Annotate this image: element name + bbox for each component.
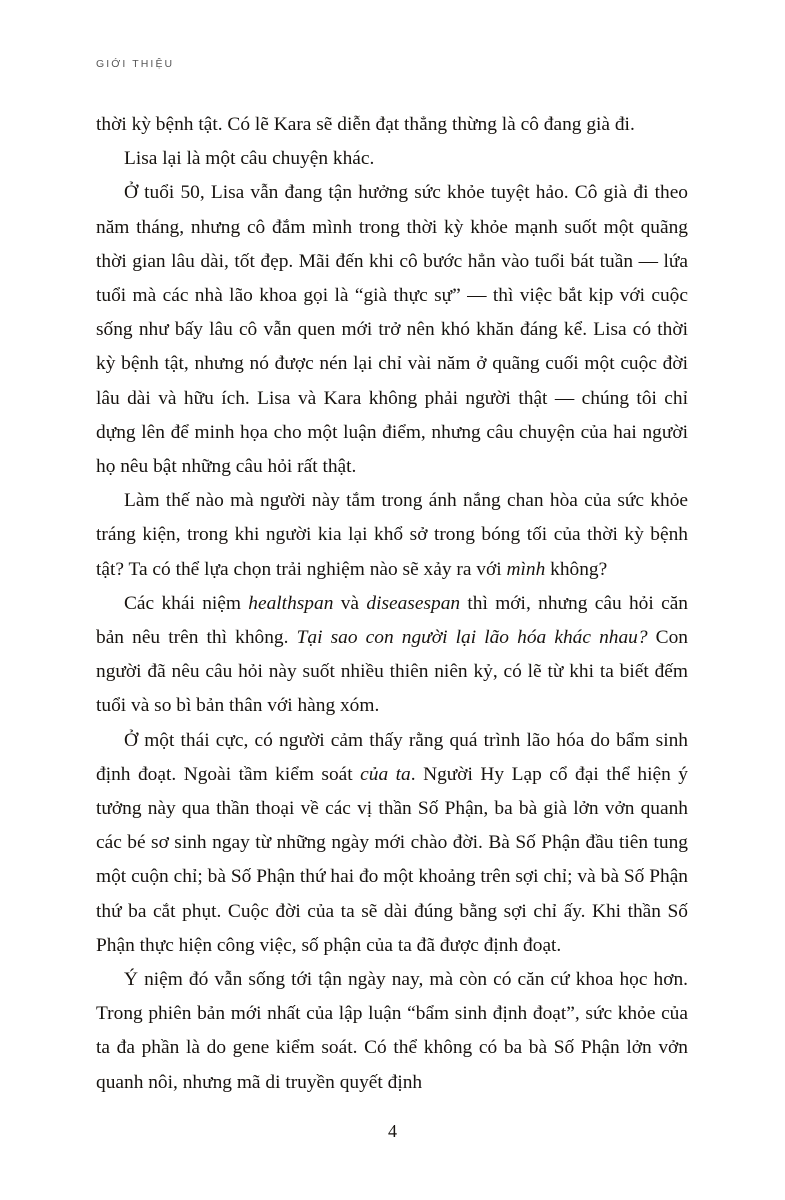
paragraph: Ở một thái cực, có người cảm thấy rằng quá trình lão hóa do bẩm sinh định đoạt. Ngoài tầm kiểm soát của ta. Người Hy Lạp cổ đại thể hiện ý tưởng này qua thần thoại về các vị thần Số Phận, ba bà già lởn vởn quanh các bé sơ sinh ngay từ những ngày mới chào đời. Bà Số Phận đầu tiên tung một cuộn chỉ; bà Số Phận thứ hai đo một khoảng trên sợi chỉ; và bà Số Phận thứ ba cắt phụt. Cuộc đời của ta sẽ dài đúng bằng sợi chỉ ấy. Khi thần Số Phận thực hiện công việc, số phận của ta đã được định đoạt.: [96, 729, 688, 956]
paragraph: Các khái niệm healthspan và diseasespan thì mới, nhưng câu hỏi căn bản nêu trên thì không. Tại sao con người lại lão hóa khác nhau? Con người đã nêu câu hỏi này suốt nhiều thiên niên kỷ, có lẽ từ khi ta biết đếm tuổi và so bì bản thân với hàng xóm.: [96, 592, 688, 717]
paragraph: Ý niệm đó vẫn sống tới tận ngày nay, mà còn có căn cứ khoa học hơn. Trong phiên bản mới nhất của lập luận “bẩm sinh định đoạt”, sức khỏe của ta đa phần là do gene kiểm soát. Có thể không có ba bà Số Phận lởn vởn quanh nôi, nhưng mã di truyền quyết định: [96, 969, 688, 1093]
body-text: [96, 108, 688, 1100]
paragraph: thời kỳ bệnh tật. Có lẽ Kara sẽ diễn đạt thẳng thừng là cô đang già đi.: [96, 114, 635, 135]
paragraph: Lisa lại là một câu chuyện khác.: [124, 148, 375, 170]
paragraph: Ở tuổi 50, Lisa vẫn đang tận hưởng sức khỏe tuyệt hảo. Cô già đi theo năm tháng, nhưng cô đắm mình trong thời kỳ khỏe mạnh suốt một quãng thời gian lâu dài, tốt đẹp. Mãi đến khi cô bước hẳn vào tuổi bát tuần — lứa tuổi mà các nhà lão khoa gọi là “già thực sự” — thì việc bắt kịp với cuộc sống như bấy lâu cô vẫn quen mới trở nên khó khăn đáng kể. Lisa có thời kỳ bệnh tật, nhưng nó được nén lại chỉ vài năm ở quãng cuối một cuộc đời lâu dài và hữu ích. Lisa và Kara không phải người thật — chúng tôi chỉ dựng lên để minh họa cho một luận điểm, nhưng câu chuyện của hai người họ nêu bật những câu hỏi rất thật.: [96, 182, 688, 478]
paragraph: Làm thế nào mà người này tắm trong ánh nắng chan hòa của sức khỏe tráng kiện, trong khi người kia lại khổ sở trong bóng tối của thời kỳ bệnh tật? Ta có thể lựa chọn trải nghiệm nào sẽ xảy ra với mình không?: [96, 490, 688, 580]
running-head: GIỚI THIỆU: [96, 58, 175, 70]
page-number: 4: [388, 1121, 397, 1141]
